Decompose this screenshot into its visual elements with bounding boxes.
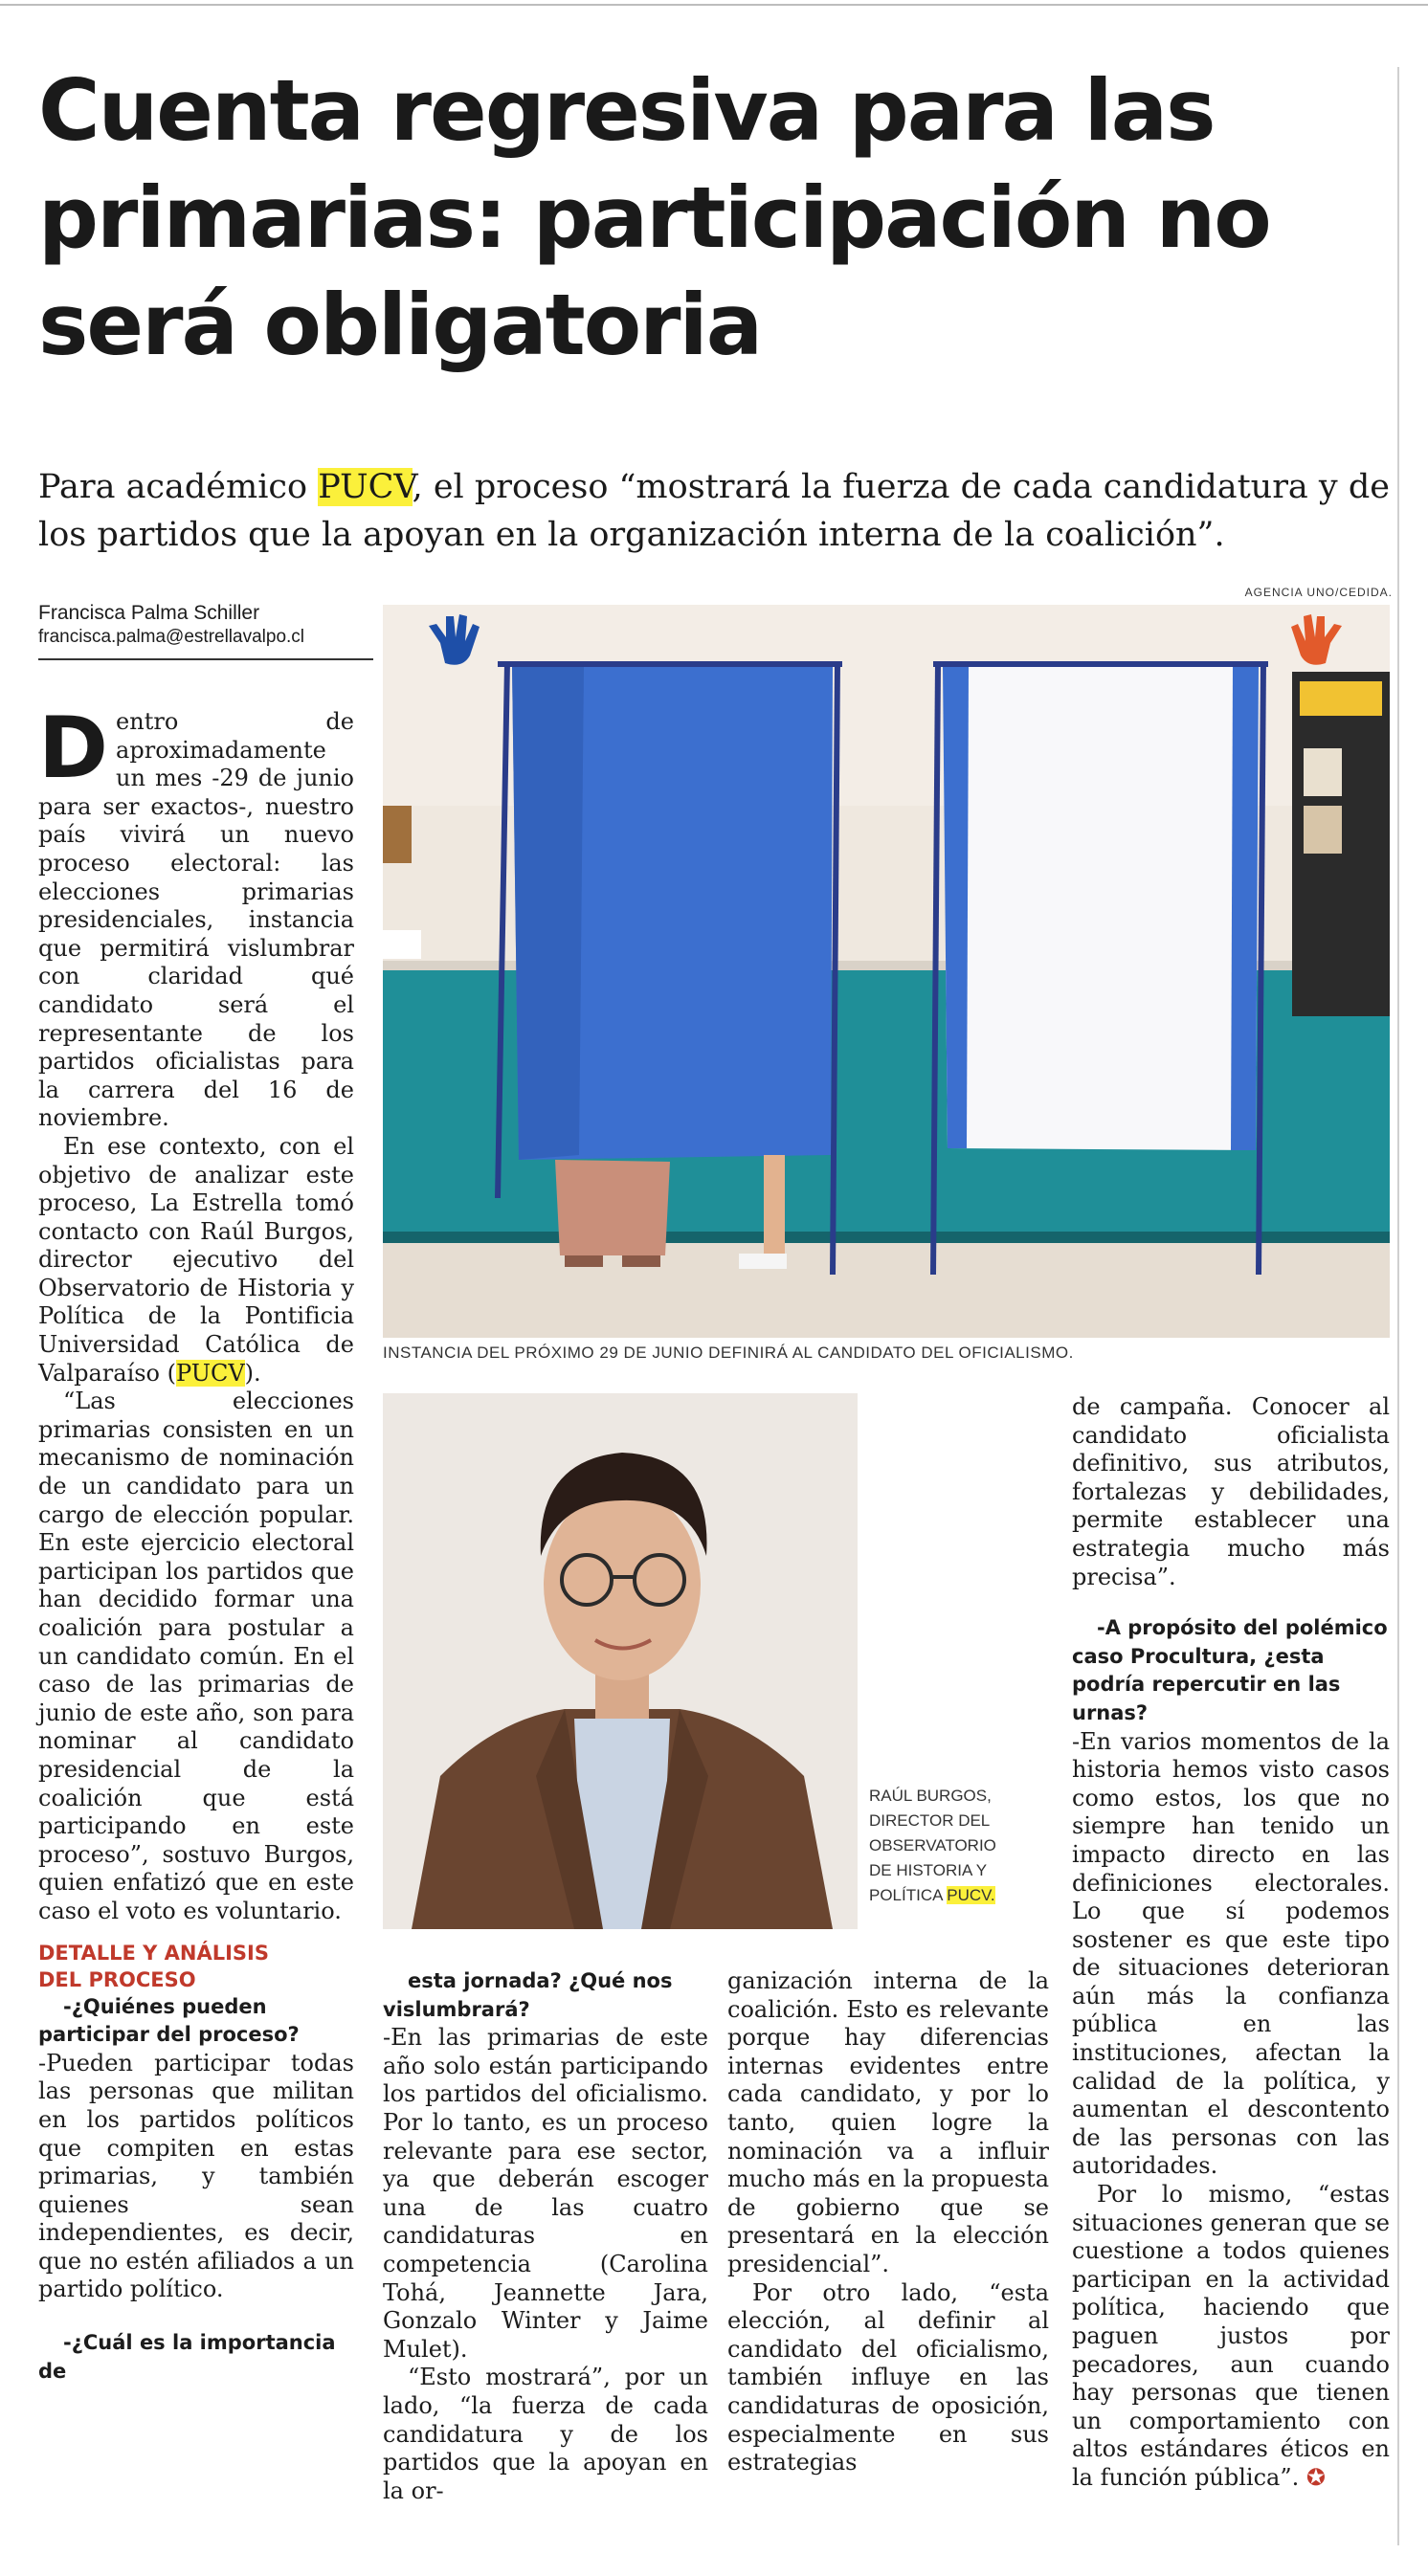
intro-paragraph: Dentro de aproximadamente un mes -29 de junio para ser exactos-, nuestro país vivirá un nuevo proceso electoral: las elecciones primarias presidenciales, instancia que permitirá vislumbrar con claridad qué candidato será el representante de los partidos oficialistas para la carrera del 16 de noviembre. — [38, 699, 354, 1132]
quote-paragraph: “Las elecciones primarias consisten en un mecanismo de nominación de un candidato para un cargo de elección popular. En este ejercicio electoral participan los partidos que han decidido formar una coalición para postular a un candidato común. En el caso de las primarias de junio de este año, son para nominar al candidato presidencial de la coalición que está participando en este proceso”, sostuvo Burgos, quien enfatizó que en este caso el voto es voluntario. — [38, 1388, 354, 1924]
column-4 — [1072, 1393, 1390, 2493]
highlight-pucv: PUCV — [176, 1359, 245, 1387]
voting-booths-photo — [383, 605, 1390, 1338]
question-1: -¿Quiénes pueden participar del proceso? — [38, 1994, 300, 2047]
question-3: -A propósito del polémico caso Procultura, ¿esta podría repercutir en las urnas? — [1072, 1616, 1388, 1724]
section-heading: DETALLE Y ANÁLISIS DEL PROCESO — [38, 1941, 269, 1991]
closing-paragraph: Por lo mismo, “estas situaciones generan que se cuestione a todos quienes participan en la actividad política, haciendo que paguen justos por pecadores, aun cuando hay personas que tienen un comportamiento con altos estándares éticos en la función pública”. ✪ — [1072, 2181, 1390, 2491]
context-paragraph: En ese contexto, con el objetivo de analizar este proceso, La Estrella tomó contacto con Raúl Burgos, director ejecutivo del Observatorio de Historia y Política de la Pontificia Universidad Católica de Valparaíso (PUCV). — [38, 1132, 354, 1387]
raul-burgos-photo — [383, 1393, 858, 1929]
answer-1: -Pueden participar todas las personas que militan en los partidos políticos que compiten en estas primarias, y también quienes sean independientes, es decir, que no estén afiliados a un partido político. — [38, 2049, 354, 2303]
paragraph-continues: “Esto mostrará”, por un lado, “la fuerza de cada candidatura y de los partidos que la apoyan en la or- — [383, 2364, 708, 2504]
answer-3: -En varios momentos de la historia hemos visto casos como estos, los que no siempre han tenido un impacto directo en las definiciones electorales. Lo que sí podemos sostener es que este tipo de situaciones deterioran aún más la confianza pública en las instituciones, afectan la calidad de la política, y aumentan el descontento de las personas con las autoridades. — [1072, 1727, 1390, 2180]
end-mark-icon: ✪ — [1305, 2463, 1326, 2491]
main-photo-caption: INSTANCIA DEL PRÓXIMO 29 DE JUNIO DEFINIRÁ AL CANDIDATO DEL OFICIALISMO. — [383, 1344, 1074, 1362]
byline-rule — [38, 658, 373, 660]
drop-cap: D — [38, 699, 109, 797]
column-3 — [727, 1967, 1049, 2477]
portrait-illustration — [383, 1393, 858, 1929]
headline: Cuenta regresiva para las primarias: participación no será obligatoria — [38, 61, 1270, 374]
question-2-start: -¿Cuál es la importancia de — [38, 2331, 336, 2383]
highlight-pucv: PUCV. — [947, 1886, 995, 1904]
subtitle: Para académico PUCV, el proceso “mostrará la fuerza de cada candidatura y de los partidos que la apoyan en la organización interna de la coalición”. — [38, 468, 1390, 554]
person-photo-caption: RAÚL BURGOS, DIRECTOR DEL OBSERVATORIO DE HISTORIA Y POLÍTICA PUCV. — [869, 1787, 996, 1904]
author-email: francisca.palma@estrellavalpo.cl — [38, 627, 305, 647]
column-rule-right — [1397, 67, 1399, 2545]
answer-2: -En las primarias de este año solo están participando los partidos del oficialismo. Por lo tanto, es un proceso relevante para ese sector, ya que deberán escoger una de las cuatro candidaturas en competencia (Carolina Tohá, Jeannette Jara, Gonzalo Winter y Jaime Mulet). — [383, 2024, 708, 2363]
byline — [38, 601, 383, 649]
top-rule — [0, 4, 1428, 6]
column-2 — [383, 1967, 708, 2505]
opposition-paragraph: Por otro lado, “esta elección, al definir al candidato del oficialismo, también influye en las candidaturas de oposición, especialmente en sus estrategias — [727, 2278, 1049, 2476]
column-1 — [38, 699, 354, 2386]
paragraph-continued: ganización interna de la coalición. Esto es relevante porque hay diferencias internas evidentes entre cada candidato, y por lo tanto, quien logre la nominación va a influir mucho más en la propuesta de gobierno que se presentará en la elección presidencial”. — [727, 1967, 1049, 2277]
highlight-pucv: PUCV — [318, 468, 413, 506]
photo-credit: AGENCIA UNO/CEDIDA. — [1244, 586, 1393, 599]
campaign-paragraph: de campaña. Conocer al candidato oficialista definitivo, sus atributos, fortalezas y debilidades, permite establecer una estrategia mucho más precisa”. — [1072, 1393, 1390, 1590]
question-2-end: esta jornada? ¿Qué nos vislumbrará? — [383, 1969, 673, 2021]
author-name: Francisca Palma Schiller — [38, 602, 260, 624]
voting-booths-illustration — [383, 605, 1390, 1338]
